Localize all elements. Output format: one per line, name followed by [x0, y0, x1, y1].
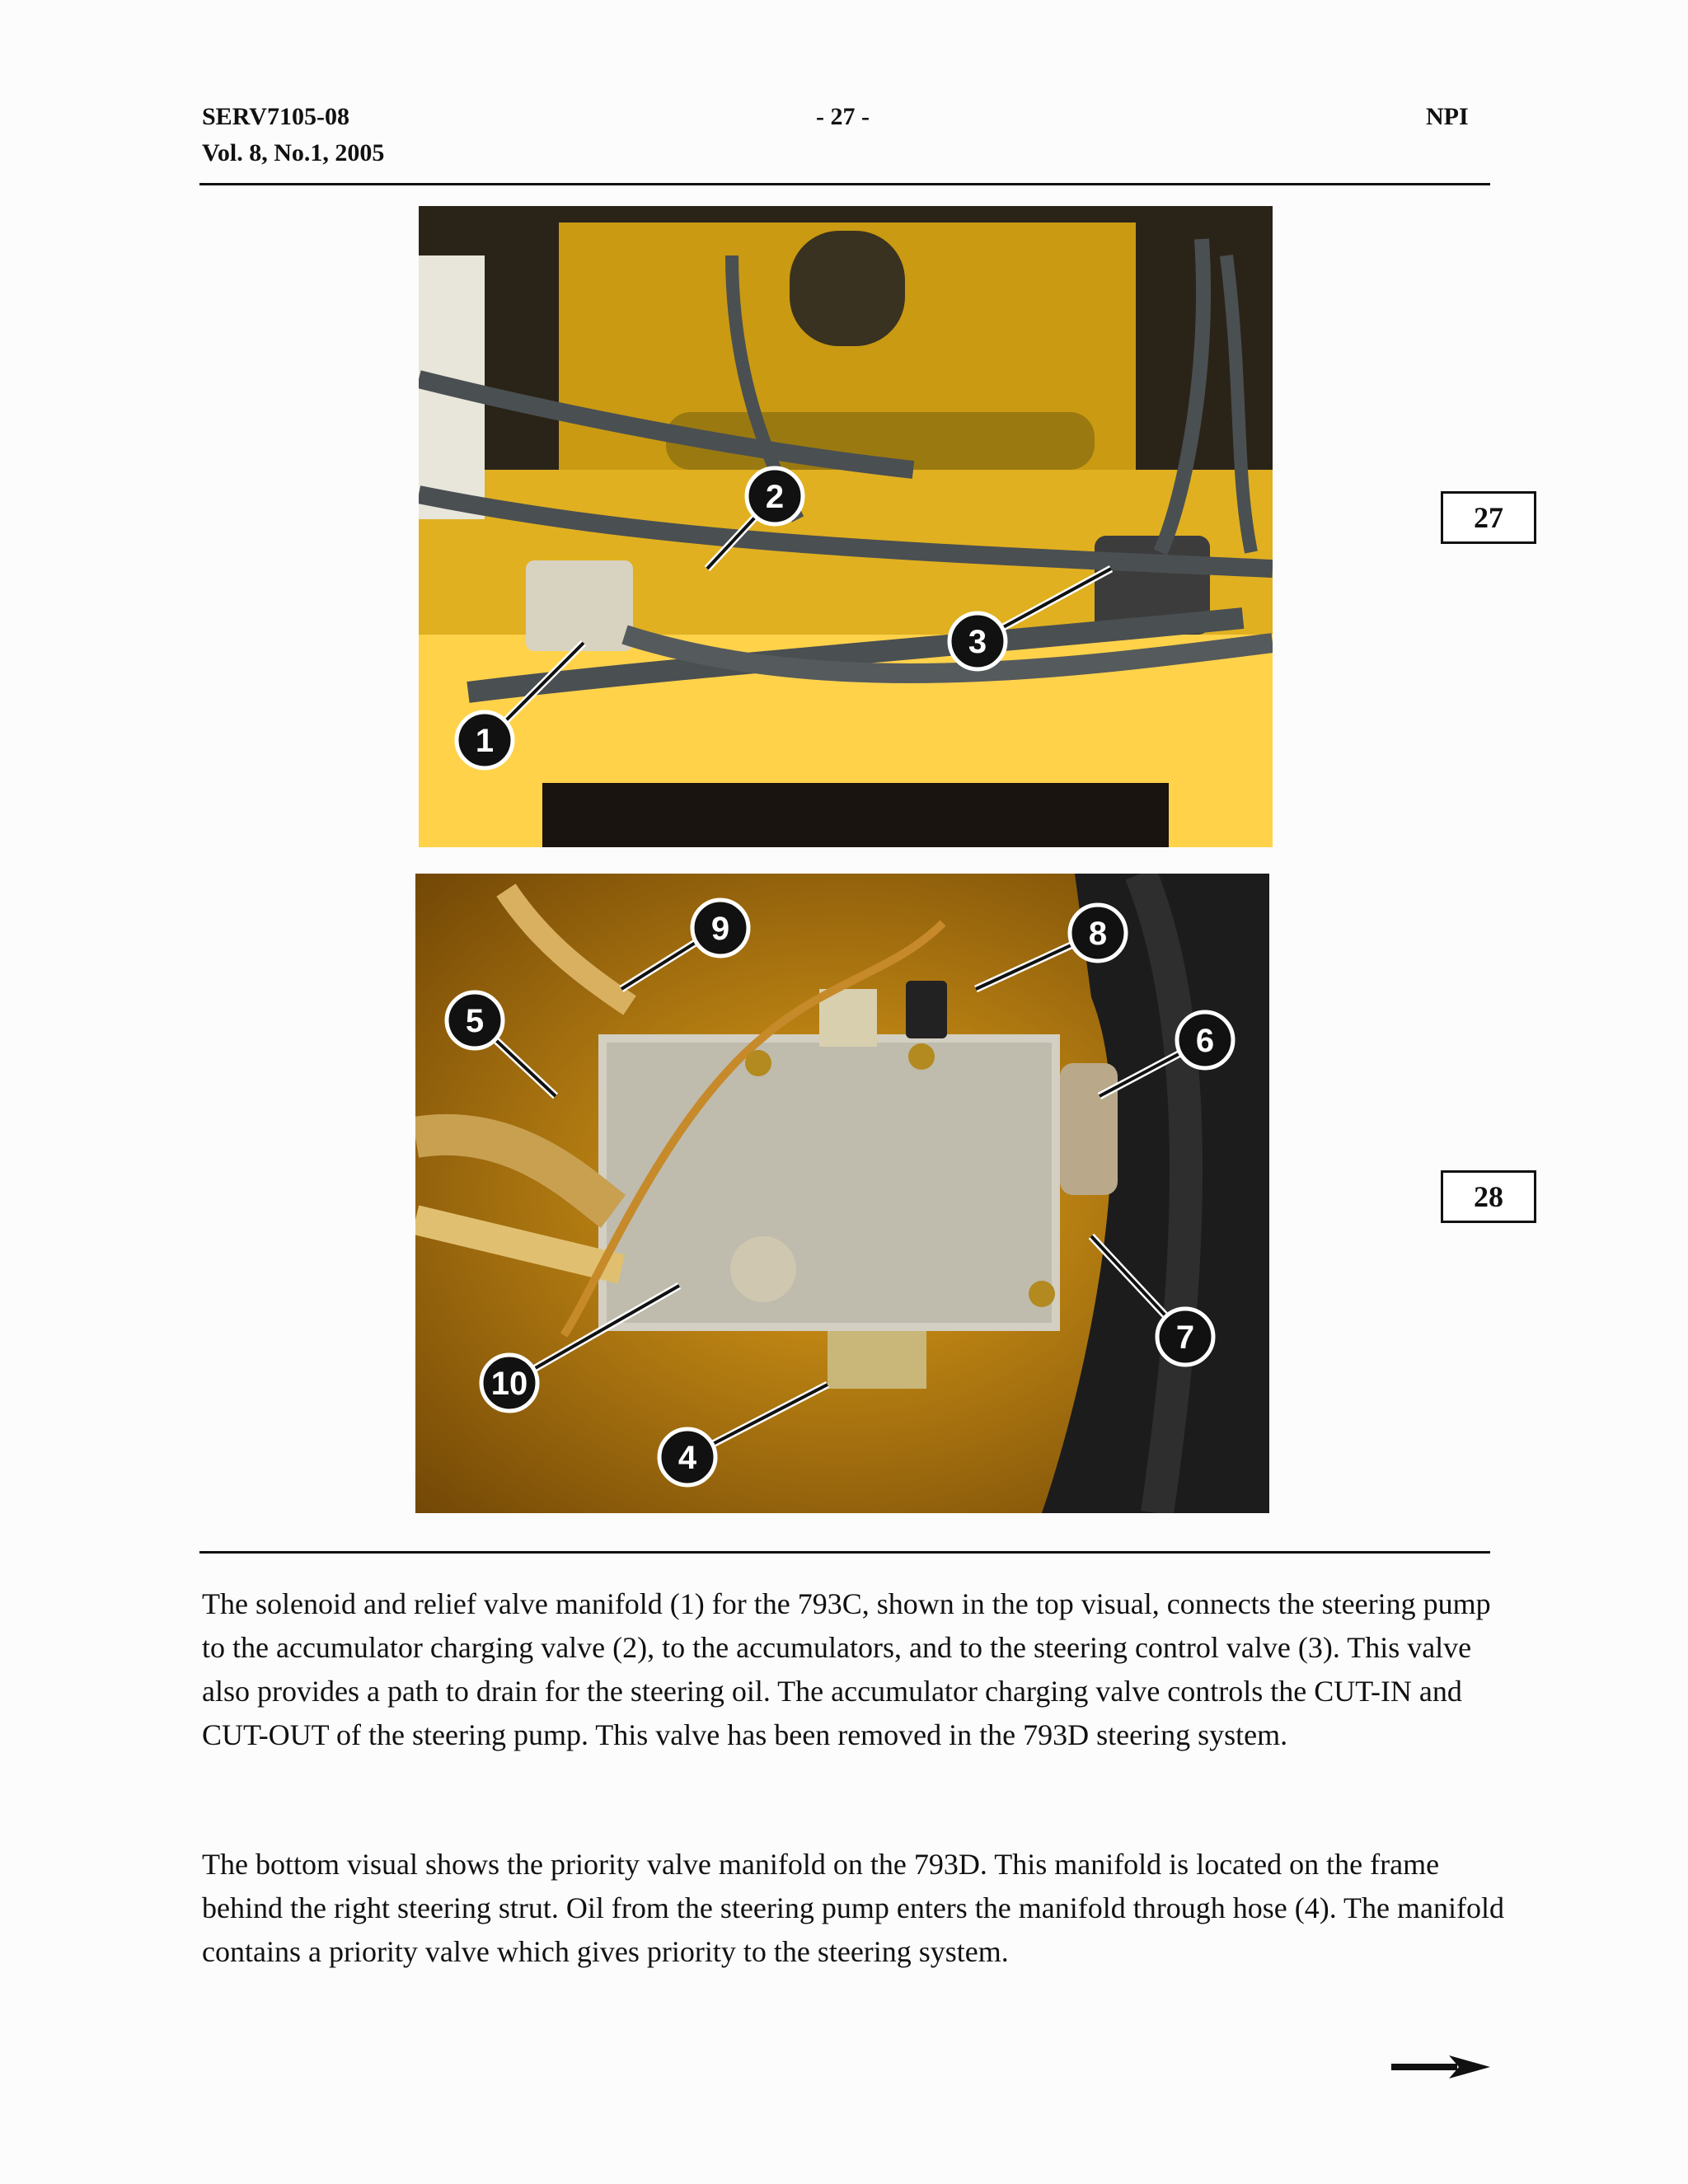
callout-label-3: 3	[968, 624, 987, 660]
section-label: NPI	[1426, 103, 1469, 130]
callout-label-1: 1	[475, 723, 495, 759]
header-rule	[199, 183, 1490, 185]
body-rule	[199, 1551, 1490, 1554]
callout-label-10: 10	[490, 1366, 528, 1402]
figure-number-bottom: 28	[1441, 1170, 1536, 1223]
top-photo-steering-manifold	[419, 206, 1273, 847]
callout-label-6: 6	[1195, 1023, 1215, 1059]
volume-issue: Vol. 8, No.1, 2005	[202, 139, 385, 166]
callout-label-2: 2	[765, 479, 785, 515]
doc-id: SERV7105-08	[202, 103, 349, 130]
callout-label-8: 8	[1088, 916, 1108, 952]
callout-label-9: 9	[710, 911, 730, 947]
right-arrow-icon[interactable]	[1391, 2054, 1490, 2080]
callout-label-7: 7	[1175, 1319, 1195, 1356]
figure-number-top: 27	[1441, 491, 1536, 544]
paragraph-2: The bottom visual shows the priority valve manifold on the 793D. This manifold is located on the frame behind the right steering strut. Oil from the steering pump enters the manifold through hose (4). The manifold contains a priority valve which gives priority to the steering system.	[202, 1848, 1504, 1968]
callout-label-4: 4	[678, 1440, 697, 1476]
page-number: - 27 -	[816, 103, 870, 130]
callout-label-5: 5	[465, 1003, 485, 1039]
bottom-photo-priority-valve-manifold	[415, 874, 1269, 1513]
paragraph-1: The solenoid and relief valve manifold (1) for the 793C, shown in the top visual, connects the steering pump to the accumulator charging valve (2), to the accumulators, and to the steering control valve (3). This valve also provides a path to drain for the steering oil. The accumulator charging valve controls the CUT-IN and CUT-OUT of the steering pump. This valve has been removed in the 793D steering system.	[202, 1587, 1491, 1751]
